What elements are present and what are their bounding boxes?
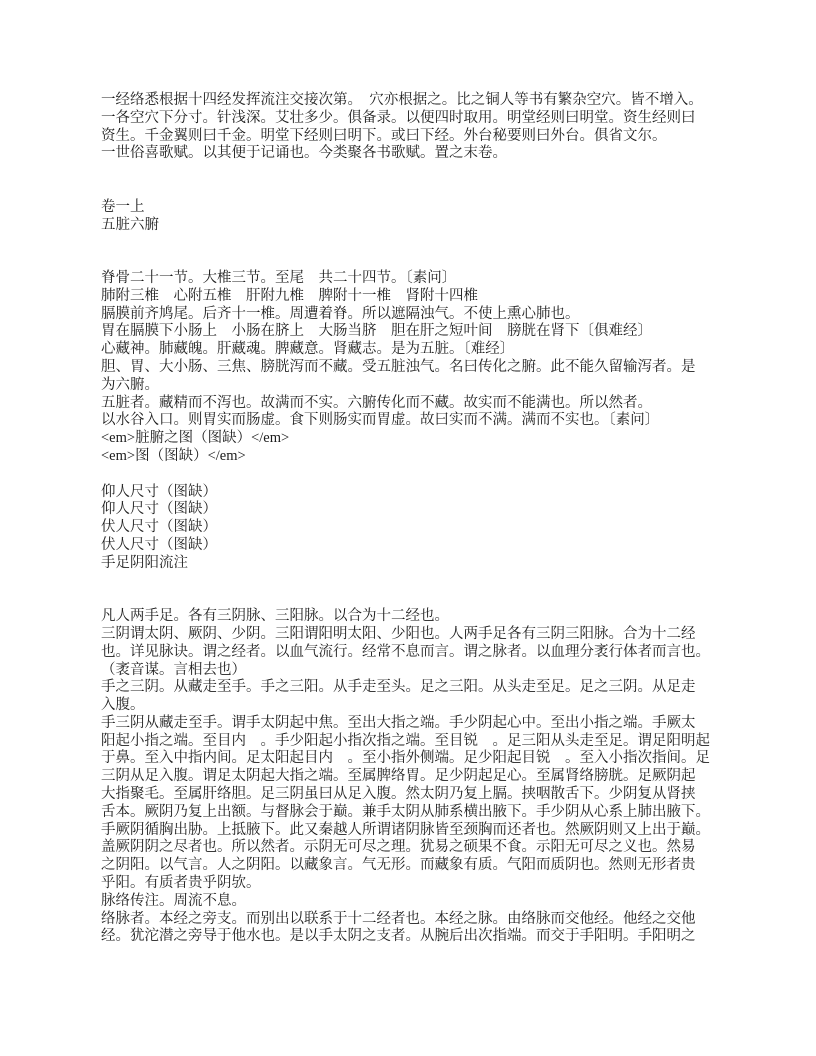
text-line: 三阴从足入腹。谓足太阴起大指之端。至属脾络胃。足少阴起足心。至属肾络膀胱。足厥阴起 [101, 768, 696, 785]
text-line: 脉络传注。周流不息。 [101, 892, 246, 909]
text-line: 于鼻。至入中指内间。足太阳起目内 。至小指外侧端。足少阳起目锐 。至入小指次指间。足 [101, 750, 710, 767]
text-line: 凡人两手足。各有三阴脉、三阳脉。以合为十二经也。 [101, 608, 449, 625]
text-line: 手三阴从藏走至手。谓手太阴起中焦。至出大指之端。手少阴起心中。至出小指之端。手厥太 [101, 714, 696, 731]
text-line [101, 181, 776, 199]
text-line: 资生。千金翼则曰千金。明堂下经则曰明下。或曰下经。外台秘要则曰外台。俱省文尔。 [101, 127, 667, 144]
text-line: 胃在膈膜下小肠上 小肠在脐上 大肠当脐 胆在肝之短叶间 膀胱在肾下〔俱难经〕 [101, 323, 652, 340]
text-line [101, 163, 776, 181]
text-line [101, 466, 776, 484]
text-line: 一经络悉根据十四经发挥流注交接次第。 穴亦根据之。比之铜人等书有繁杂空穴。皆不增入。 [101, 92, 703, 108]
text-line: 大指聚毛。至属肝络胆。足三阴虽曰从足入腹。然太阴乃复上膈。挟咽散舌下。少阴复从肾挟 [101, 786, 696, 803]
text-line: 以水谷入口。则胃实而肠虚。食下则肠实而胃虚。故曰实而不满。满而不实也。〔素问〕 [101, 412, 660, 429]
text-line: 卷一上 [101, 198, 145, 215]
text-line: 舌本。厥阴乃复上出额。与督脉会于巅。兼手太阴从肺系横出腋下。手少阴从心系上肺出腋下。 [101, 803, 710, 820]
text-line: 之阴阳。以气言。人之阴阳。以藏象言。气无形。而藏象有质。气阳而质阴也。然则无形者贵 [101, 857, 696, 874]
text-line: （袤音谋。言相去也） [101, 661, 246, 678]
text-line: 经。犹沱潜之旁导于他水也。是以手太阴之支者。从腕后出次指端。而交于手阳明。手阳明之 [101, 928, 696, 945]
text-line [101, 252, 776, 270]
text-line: 一各空穴下分寸。针浅深。艾壮多少。俱备录。以便四时取用。明堂经则曰明堂。资生经则曰 [101, 109, 696, 126]
text-line: 乎阳。有质者贵乎阴欤。 [101, 875, 261, 892]
document-text-block [101, 92, 776, 946]
text-line: 脊骨二十一节。大椎三节。至尾 共二十四节。〔素问〕 [101, 269, 457, 286]
text-line: 手足阴阳流注 [101, 554, 188, 571]
text-line: 也。详见脉诀。谓之经者。以血气流行。经常不息而言。谓之脉者。以血理分袤行体者而言也。 [101, 643, 710, 660]
text-line: 三阴谓太阴、厥阴、少阴。三阳谓阳明太阳、少阳也。人两手足各有三阴三阳脉。合为十二经 [101, 625, 696, 642]
text-line: 仰人尺寸（图缺） [101, 483, 217, 500]
text-line: 伏人尺寸（图缺） [101, 519, 217, 536]
text-line [101, 590, 776, 608]
text-line: 伏人尺寸（图缺） [101, 536, 217, 553]
text-line [101, 234, 776, 252]
text-line: 五脏六腑 [101, 216, 159, 233]
text-line: 入腹。 [101, 697, 145, 714]
text-line: 手厥阴循胸出胁。上抵腋下。此又秦越人所谓诸阴脉皆至颈胸而还者也。然厥阴则又上出于巅。 [101, 821, 710, 838]
text-line: <em>脏腑之图（图缺）</em> [101, 430, 290, 447]
text-line: 仰人尺寸（图缺） [101, 501, 217, 518]
text-line: 肺附三椎 心附五椎 肝附九椎 脾附十一椎 肾附十四椎 [101, 287, 478, 304]
text-line [101, 573, 776, 591]
text-line: 五脏者。藏精而不泻也。故满而不实。六腑传化而不藏。故实而不能满也。所以然者。 [101, 394, 652, 411]
text-line: 一世俗喜歌赋。以其便于记诵也。今类聚各书歌赋。置之末卷。 [101, 145, 507, 162]
text-line: 阳起小指之端。至目内 。手少阳起小指次指之端。至目锐 。足三阳从头走至足。谓足阳明起 [101, 732, 710, 749]
text-line: 手之三阴。从藏走至手。手之三阳。从手走至头。足之三阳。从头走至足。足之三阴。从足走 [101, 679, 696, 696]
text-line: 盖厥阴阴之尽者也。所以然者。示阴无可尽之理。犹易之硕果不食。示阳无可尽之义也。然易 [101, 839, 696, 856]
text-line: 心藏神。肺藏魄。肝藏魂。脾藏意。肾藏志。是为五脏。〔难经〕 [101, 341, 515, 358]
text-line: 膈膜前齐鸠尾。后齐十一椎。周遭着脊。所以遮隔浊气。不使上熏心肺也。 [101, 305, 580, 322]
text-line: 为六腑。 [101, 376, 159, 393]
text-line: 络脉者。本经之旁支。而别出以联系于十二经者也。本经之脉。由络脉而交他经。他经之交他 [101, 910, 696, 927]
text-line: 胆、胃、大小肠、三焦、膀胱泻而不藏。受五脏浊气。名曰传化之腑。此不能久留输泻者。是 [101, 358, 696, 375]
text-line: <em>图（图缺）</em> [101, 447, 246, 464]
